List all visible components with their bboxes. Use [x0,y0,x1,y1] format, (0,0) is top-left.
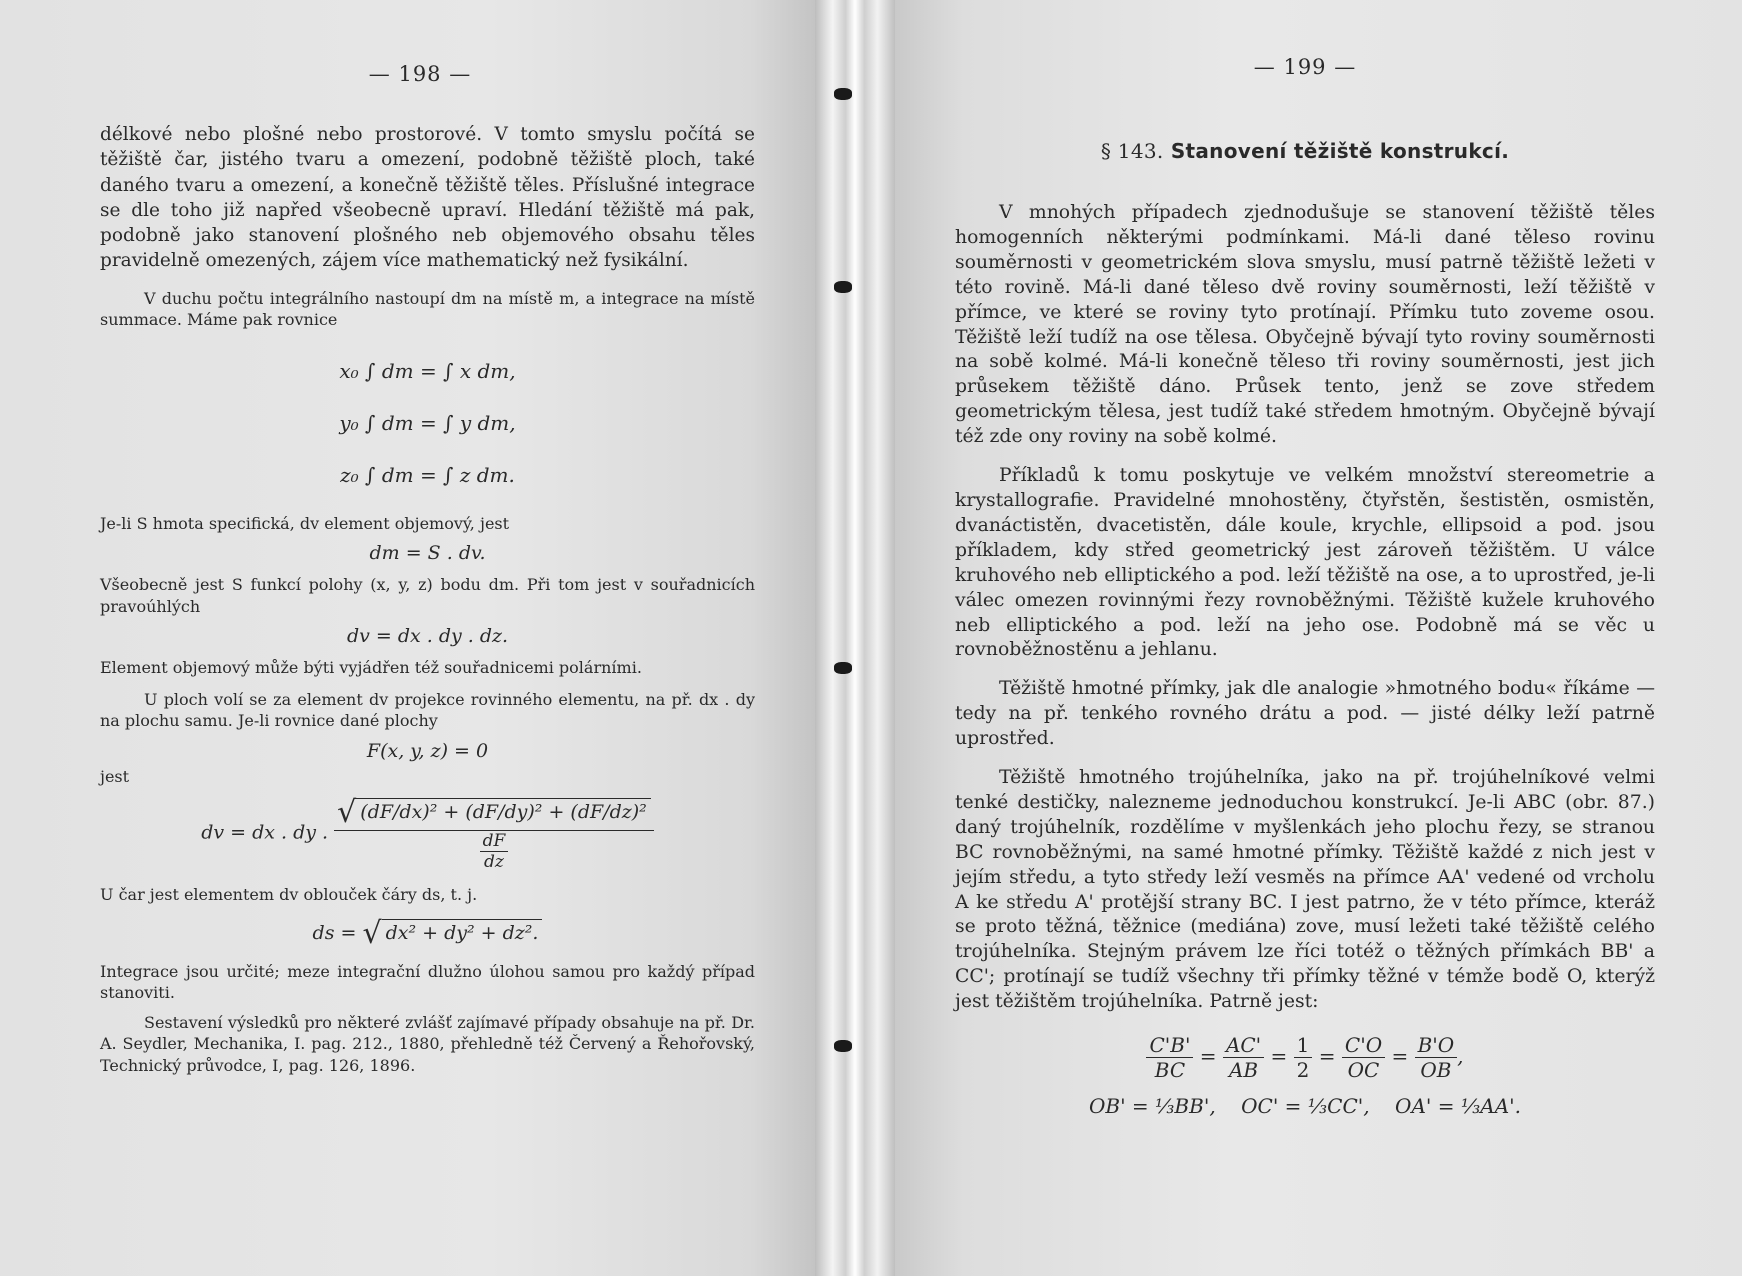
denominator: OC [1347,1058,1380,1083]
numerator: C'O [1342,1033,1385,1058]
denominator: BC [1154,1058,1186,1083]
denominator: 2 [1296,1058,1310,1083]
equation-area-element: dv = dx . dy . $\frac{\text{√ (dF/dx)² + (dF/dy)² + (dF/dz)²}}{\frac{dF}{dz}}$ [100,795,755,872]
radicand: (dF/dx)² + (dF/dy)² + (dF/dz)² [356,798,651,823]
equation-ratios: $\frac{C'B'}{BC}$ = $\frac{AC'}{AB}$ = $\frac{1}{2}$ = $\frac{C'O}{OC}$ = $\frac{B'O}{OB}$ , [955,1033,1655,1082]
numerator: B'O [1415,1033,1458,1058]
book-spine [815,0,895,1276]
paragraph: Integrace jsou určité; meze integrační dlužno úlohou samou pro každý případ stanoviti. [100,961,755,1003]
equation: x₀ ∫ dm = ∫ x dm, [339,358,516,383]
equation: dm = S . dv. [369,542,486,565]
paragraph: U ploch volí se za element dv projekce rovinného elementu, na př. dx . dy na plochu samu. Je-li rovnice dané plochy [100,689,755,731]
equation: y₀ ∫ dm = ∫ y dm, [339,410,516,435]
equation-lhs: ds = [312,921,357,944]
paragraph: V duchu počtu integrálního nastoupí dm na místě m, a integrace na místě summace. Máme pak rovnice [100,288,755,330]
binding-stitch [834,281,852,293]
page-number-right: — 199 — [1253,55,1357,79]
numerator: C'B' [1146,1033,1193,1058]
denominator: OB [1420,1058,1452,1083]
paragraph: Příkladů k tomu poskytuje ve velkém množství stereometrie a krystallografie. Pravidelné mnohostěny, čtyřstěn, šestistěn, osmistěn, dvanáctistěn, dvacetistěn, dále koule, krychle, ellipsoid a pod. jsou příkladem, kdy střed geometrický jest zároveň těžištěm. U válce kruhového neb elliptického a pod. leží těžiště na ose, a to uprostřed, je-li válec omezen rovinnými řezy rovnoběžnými. Těžiště kužele kruhového neb elliptického a pod. leží na jeho ose. Podobně má se věc u rovnoběžnostěnu a jehlanu. [955,465,1655,661]
binding-stitch [834,88,852,100]
paragraph: Sestavení výsledků pro některé zvlášť zajímavé případy obsahuje na př. Dr. A. Seydler, Mechanika, I. pag. 212., 1880, přehledně též Červený a Řehořovský, Technický průvodce, I, pag. 126, 1896. [100,1012,755,1075]
numerator: AC' [1223,1033,1264,1058]
paragraph: Je-li S hmota specifická, dv element objemový, jest [100,513,510,533]
equation: z₀ ∫ dm = ∫ z dm. [340,462,515,487]
paragraph: Těžiště hmotného trojúhelníka, jako na př. trojúhelníkové velmi tenké destičky, nalezneme jednoduchou konstrukcí. Je-li ABC (obr. 87.) daný trojúhelník, rozdělíme v myšlenkách jeho plochu řezy, se stranou BC rovnoběžnými, na samé hmotné přímky. Těžiště každé z nich jest v jejím středu, a tyto středy leží vesměs na přímce AA' vedené od vrcholu A ke středu A' protější strany BC. I jest patrno, že v této přímce, kteráž se proto těžná, těžnice (mediána) zove, musí ležeti také těžiště celého trojúhelníka. Stejným právem lze říci totéž o těžných přímkách BB' a CC'; protínají se tudíž všechny tři přímky těžné v témže bodě O, kterýž jest těžištěm trojúhelníka. Patrně jest: [955,767,1655,1013]
numerator: 1 [1294,1033,1313,1058]
paragraph: Element objemový může býti vyjádřen též souřadnicemi polárními. [100,658,642,678]
section-number: § 143. [1100,139,1164,163]
section-title: Stanovení těžiště konstrukcí. [1170,139,1510,163]
denominator: dz [484,852,504,873]
section-heading [955,139,1655,163]
equation-lhs: dv = dx . dy . [201,821,329,844]
paragraph: Všeobecně jest S funkcí polohy (x, y, z) bodu dm. Při tom jest v souřadnicích pravoúhlých [100,575,755,616]
denominator: AB [1228,1058,1259,1083]
radicand: dx² + dy² + dz². [382,919,543,944]
paragraph: U čar jest elementem dv oblouček čáry ds, t. j. [100,885,478,905]
paragraph: délkové nebo plošné nebo prostorové. V tomto smyslu počítá se těžiště čar, jistého tvaru a omezení, podobně těžiště ploch, také daného tvaru a omezení, a konečně těžiště těles. Příslušné integrace se dle toho již napřed všeobecně upraví. Hledání těžiště má pak, podobně jako stanovení plošného neb objemového obsahu těles pravidelně omezených, zájem více mathematický než fysikální. [100,124,755,272]
binding-stitch [834,662,852,674]
paragraph: jest [100,766,130,786]
equation: dv = dx . dy . dz. [346,625,509,648]
numerator: dF [480,831,509,852]
equation-arc-length: ds = √ dx² + dy² + dz². [100,916,755,951]
page-number-left: — 198 — [368,62,472,86]
binding-stitch [834,1040,852,1052]
equation: F(x, y, z) = 0 [366,739,489,762]
paragraph: V mnohých případech zjednodušuje se stanovení těžiště těles homogenních některými podmínkami. Má-li dané těleso rovinu souměrnosti v geometrickém slova smyslu, musí patrně těžiště ležeti v této rovině. Má-li dané těleso dvě roviny souměrnosti, leží těžiště v přímce, ve které se roviny tyto protínají. Přímku tuto zoveme osou. Těžiště leží tudíž na ose tělesa. Obyčejně bývají tyto roviny souměrnosti na sobě kolmé. Má-li konečně těleso tři roviny souměrnosti, jest jich průsekem těžiště dáno. Průsek tento, jenž se zove středem geometrickým tělesa, jest tudíž také středem hmotným. Obyčejně bývají též zde ony roviny na sobě kolmé. [955,202,1655,448]
equation: OB' = ⅓BB', OC' = ⅓CC', OA' = ⅓AA'. [1088,1094,1521,1119]
left-page [0,0,815,1276]
right-page [895,0,1742,1276]
paragraph: Těžiště hmotné přímky, jak dle analogie »hmotného bodu« říkáme — tedy na př. tenkého rovného drátu a pod. — jisté délky leží patrně uprostřed. [955,678,1655,750]
